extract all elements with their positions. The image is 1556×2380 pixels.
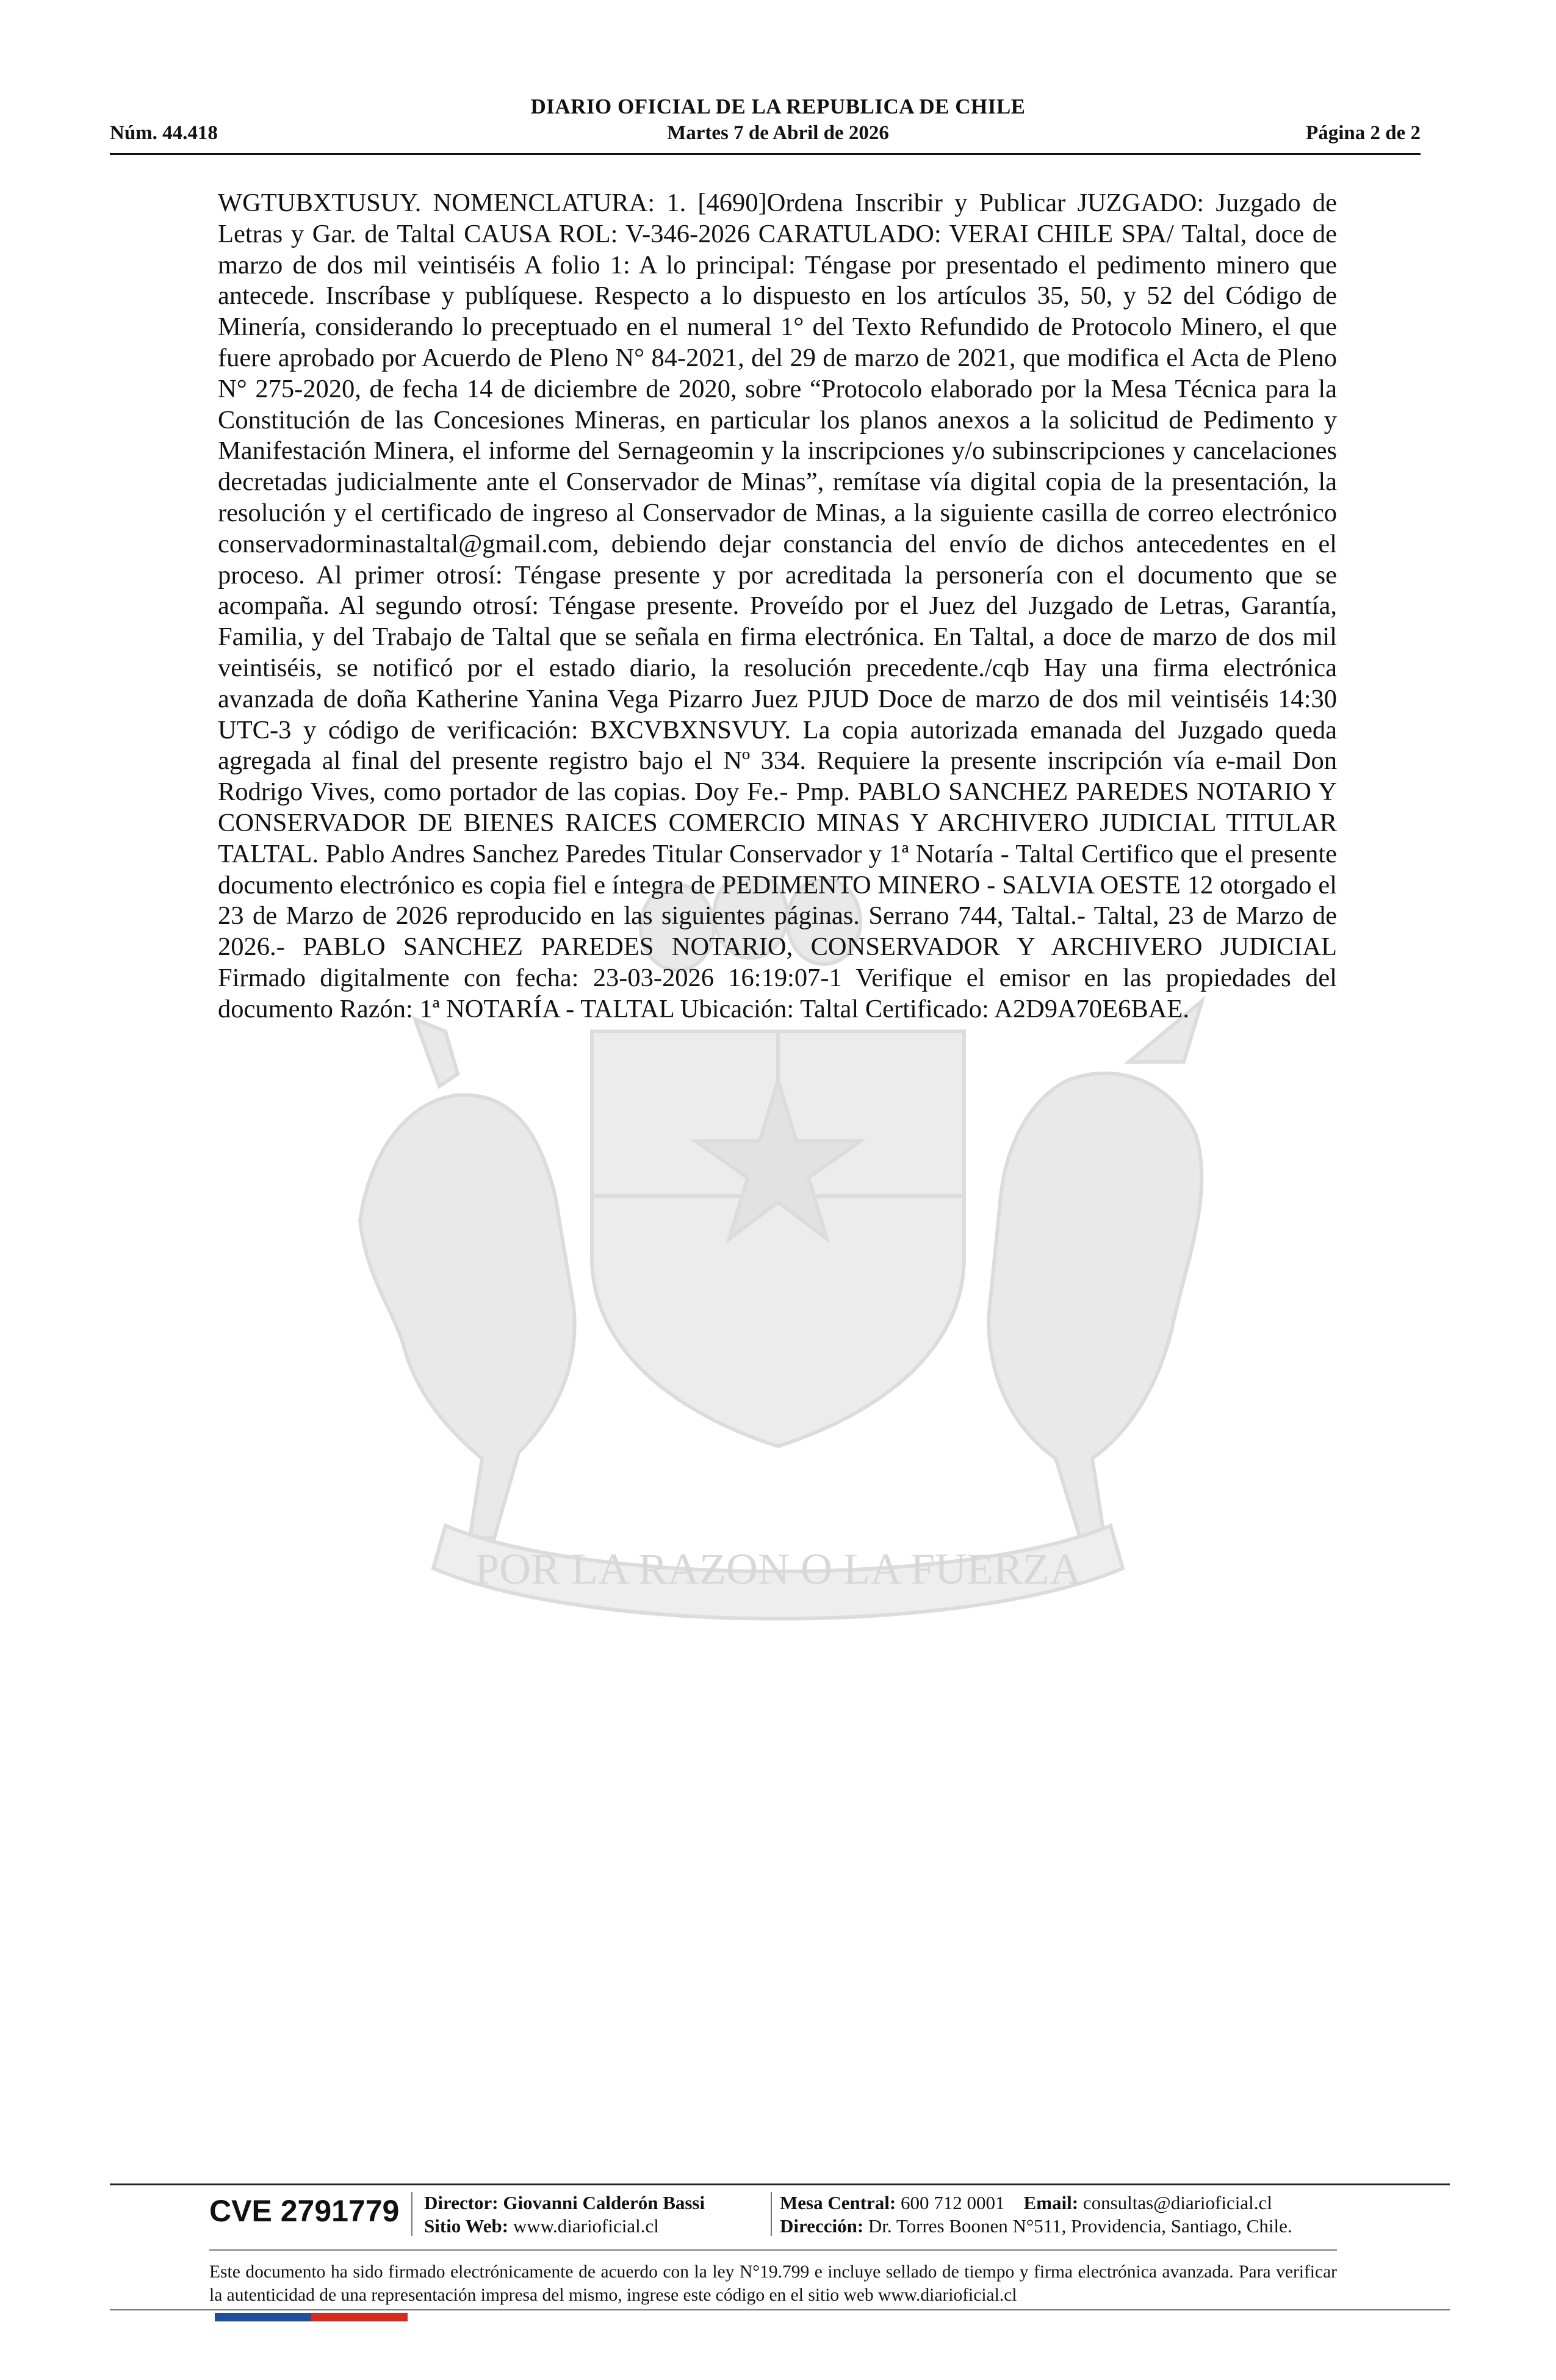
flag-stripe-red <box>311 2313 408 2321</box>
cve-code: CVE 2791779 <box>209 2194 400 2228</box>
website-label: Sitio Web: <box>424 2215 509 2237</box>
address-label: Dirección: <box>780 2215 864 2237</box>
page-indicator: Página 2 de 2 <box>1306 122 1421 144</box>
flag-stripe-blue <box>215 2313 311 2321</box>
footer-divider-bottom <box>110 2309 1450 2310</box>
address-line <box>780 2215 1292 2237</box>
footer-separator <box>411 2192 412 2236</box>
national-motto: POR LA RAZON O LA FUERZA <box>474 1545 1082 1593</box>
website-line <box>424 2215 659 2237</box>
footer-separator <box>771 2192 772 2236</box>
notice-body: WGTUBXTUSUY. NOMENCLATURA: 1. [4690]Ordena Inscribir y Publicar JUZGADO: Juzgado de Letras y Gar. de Taltal CAUSA ROL: V-346-2026 CARATULADO: VERAI CHILE SPA/ Taltal, doce de marzo de dos mil veintiséis A folio 1: A lo principal: Téngase por presentado el pedimento minero que antecede. Inscríbase y publíquese. Respecto a lo dispuesto en los artículos 35, 50, y 52 del Código de Minería, considerando lo preceptuado en el numeral 1° del Texto Refundido de Protocolo Minero, el que fuere aprobado por Acuerdo de Pleno N° 84-2021, del 29 de marzo de 2021, que modifica el Acta de Pleno N° 275-2020, de fecha 14 de diciembre de 2020, sobre “Protocolo elaborado por la Mesa Técnica para la Constitución de las Concesiones Mineras, en particular los planos anexos a la solicitud de Pedimento y Manifestación Minera, el informe del Sernageomin y la inscripciones y/o subinscripciones y cancelaciones decretadas judicialmente ante el Conservador de Minas”, remítase vía digital copia de la presentación, la resolución y el certificado de ingreso al Conservador de Minas, a la siguiente casilla de correo electrónico conservadorminastaltal@gmail.com, debiendo dejar constancia del envío de dichos antecedentes en el proceso. Al primer otrosí: Téngase presente y por acreditada la personería con el documento que se acompaña. Al segundo otrosí: Téngase presente. Proveído por el Juez del Juzgado de Letras, Garantía, Familia, y del Trabajo de Taltal que se señala en firma electrónica. En Taltal, a doce de marzo de dos mil veintiséis, se notificó por el estado diario, la resolución precedente./cqb Hay una firma electrónica avanzada de doña Katherine Yanina Vega Pizarro Juez PJUD Doce de marzo de dos mil veintiséis 14:30 UTC-3 y código de verificación: BXCVBXNSVUY. La copia autorizada emanada del Juzgado queda agregada al final del presente registro bajo el Nº 334. Requiere la presente inscripción vía e-mail Don Rodrigo Vives, como portador de las copias. Doy Fe.- Pmp. PABLO SANCHEZ PAREDES NOTARIO Y CONSERVADOR DE BIENES RAICES COMERCIO MINAS Y ARCHIVERO JUDICIAL TITULAR TALTAL. Pablo Andres Sanchez Paredes Titular Conservador y 1ª Notaría - Taltal Certifico que el presente documento electrónico es copia fiel e íntegra de PEDIMENTO MINERO - SALVIA OESTE 12 otorgado el 23 de Marzo de 2026 reproducido en las siguientes páginas. Serrano 744, Taltal.- Taltal, 23 de Marzo de 2026.- PABLO SANCHEZ PAREDES NOTARIO, CONSERVADOR Y ARCHIVERO JUDICIAL Firmado digitalmente con fecha: 23-03-2026 16:19:07-1 Verifique el emisor en las propiedades del documento Razón: 1ª NOTARÍA - TALTAL Ubicación: Taltal Certificado: A2D9A70E6BAE. <box>218 189 1337 1023</box>
newspaper-title: DIARIO OFICIAL DE LA REPUBLICA DE CHILE <box>530 95 1026 118</box>
address-value: Dr. Torres Boonen N°511, Providencia, Santiago, Chile. <box>868 2215 1292 2237</box>
header-divider <box>110 153 1421 155</box>
contact-line <box>780 2192 1272 2214</box>
authenticity-notice: Este documento ha sido firmado electrónicamente de acuerdo con la ley N°19.799 e incluye sellado de tiempo y firma electrónica avanzada. Para verificar la autenticidad de una representación impresa del mismo, ingrese este código en el sitio web www.diarioficial.cl <box>209 2262 1337 2305</box>
director-label: Director: <box>424 2192 499 2213</box>
website-link[interactable]: www.diarioficial.cl <box>513 2215 659 2237</box>
issue-number: Núm. 44.418 <box>110 122 218 144</box>
director-line <box>424 2192 705 2214</box>
footer-divider-top <box>110 2183 1450 2185</box>
email-label: Email: <box>1023 2192 1079 2213</box>
phone-value: 600 712 0001 <box>901 2192 1005 2213</box>
phone-label: Mesa Central: <box>780 2192 896 2213</box>
footer-divider-mid <box>209 2249 1337 2251</box>
email-link[interactable]: consultas@diarioficial.cl <box>1082 2192 1272 2213</box>
issue-date: Martes 7 de Abril de 2026 <box>667 122 889 144</box>
director-value: Giovanni Calderón Bassi <box>503 2192 705 2213</box>
